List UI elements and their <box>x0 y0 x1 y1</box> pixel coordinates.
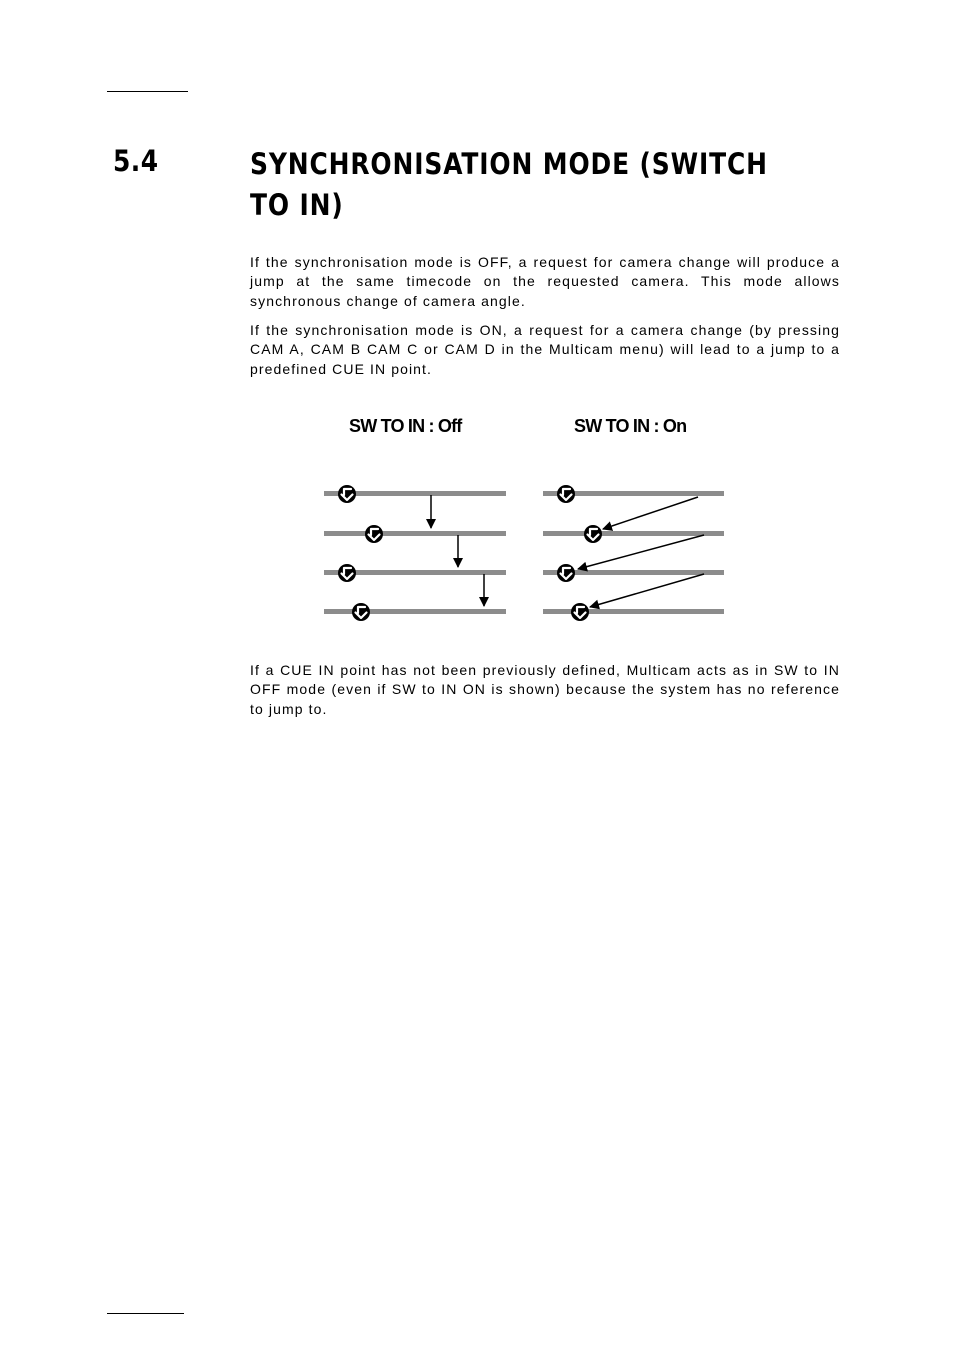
cue-in-marker-icon <box>557 485 575 503</box>
track-line <box>543 531 724 536</box>
cue-in-marker-icon <box>338 564 356 582</box>
paragraph-no-cue-in: If a CUE IN point has not been previously defined, Multicam acts as in SW to IN OFF mode (even if SW to IN ON is shown) because the system has no reference to jump to. <box>250 662 840 717</box>
track-line <box>324 531 506 536</box>
section-number: 5.4 <box>113 144 159 178</box>
jump-arrow <box>590 574 704 607</box>
sync-mode-diagram <box>0 0 954 660</box>
section-title: SYNCHRONISATION MODE (SWITCH TO IN) <box>250 147 768 222</box>
cue-in-marker-icon <box>338 485 356 503</box>
diagram-label-on: SW TO IN : On <box>574 416 687 436</box>
paragraph-sync-off: If the synchronisation mode is OFF, a request for camera change will produce a jump at the same timecode on the requested camera. This mode allows synchronous change of camera angle. <box>250 254 840 309</box>
cue-in-marker-icon <box>557 564 575 582</box>
diagram-on-panel <box>543 485 724 621</box>
cue-in-marker-icon <box>365 525 383 543</box>
cue-in-marker-icon <box>352 603 370 621</box>
cue-in-marker-icon <box>584 525 602 543</box>
diagram-off-panel <box>324 485 506 621</box>
track-line <box>324 609 506 614</box>
track-line <box>543 609 724 614</box>
cue-in-marker-icon <box>571 603 589 621</box>
paragraph-sync-on: If the synchronisation mode is ON, a request for a camera change (by pressing CAM A, CAM B CAM C or CAM D in the Multicam menu) will lead to a jump to a predefined CUE IN point. <box>250 322 840 377</box>
jump-arrow <box>603 497 698 529</box>
footer-rule <box>107 1313 184 1314</box>
diagram-label-off: SW TO IN : Off <box>349 416 462 436</box>
